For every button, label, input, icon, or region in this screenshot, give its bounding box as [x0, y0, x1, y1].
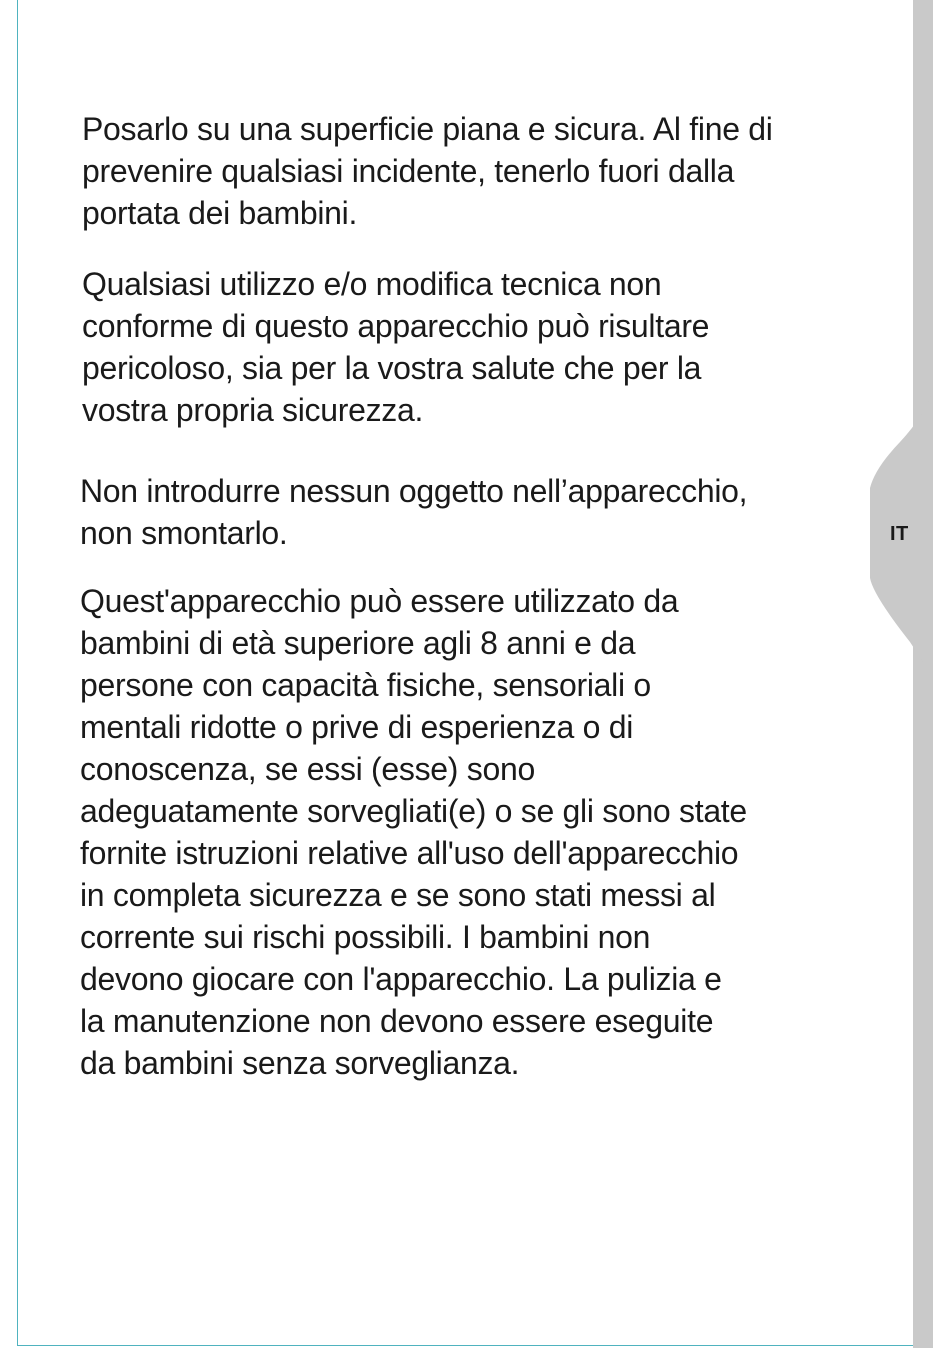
text-line: corrente sui rischi possibili. I bambini non	[80, 919, 651, 955]
text-line: da bambini senza sorveglianza.	[80, 1045, 520, 1081]
text-line: pericoloso, sia per la vostra salute che per la	[82, 350, 702, 386]
text-line: in completa sicurezza e se sono stati messi al	[80, 877, 716, 913]
text-line: Non introdurre nessun oggetto nell’apparecchio,	[80, 473, 748, 509]
paragraph-placement	[82, 108, 773, 234]
text-line: portata dei bambini.	[82, 195, 358, 231]
text-line: adeguatamente sorvegliati(e) o se gli sono state	[80, 793, 747, 829]
text-line: Posarlo su una superficie piana e sicura. Al fine di	[82, 111, 773, 147]
text-line: Qualsiasi utilizzo e/o modifica tecnica non	[82, 266, 662, 302]
text-line: bambini di età superiore agli 8 anni e da	[80, 625, 636, 661]
text-line: la manutenzione non devono essere eseguite	[80, 1003, 714, 1039]
paragraph-children-usage	[80, 580, 747, 1084]
text-line: conoscenza, se essi (esse) sono	[80, 751, 535, 787]
text-line: prevenire qualsiasi incidente, tenerlo fuori dalla	[82, 153, 735, 189]
text-line: persone con capacità fisiche, sensoriali o	[80, 667, 651, 703]
paragraph-no-objects	[80, 470, 747, 554]
text-line: non smontarlo.	[80, 515, 288, 551]
language-code-label: IT	[890, 523, 909, 545]
paragraph-modification-warning	[82, 263, 709, 431]
text-line: Quest'apparecchio può essere utilizzato da	[80, 583, 679, 619]
text-line: devono giocare con l'apparecchio. La pulizia e	[80, 961, 722, 997]
text-line: conforme di questo apparecchio può risultare	[82, 308, 710, 344]
text-line: fornite istruzioni relative all'uso dell'apparecchio	[80, 835, 739, 871]
text-line: mentali ridotte o prive di esperienza o di	[80, 709, 634, 745]
text-line: vostra propria sicurezza.	[82, 392, 424, 428]
